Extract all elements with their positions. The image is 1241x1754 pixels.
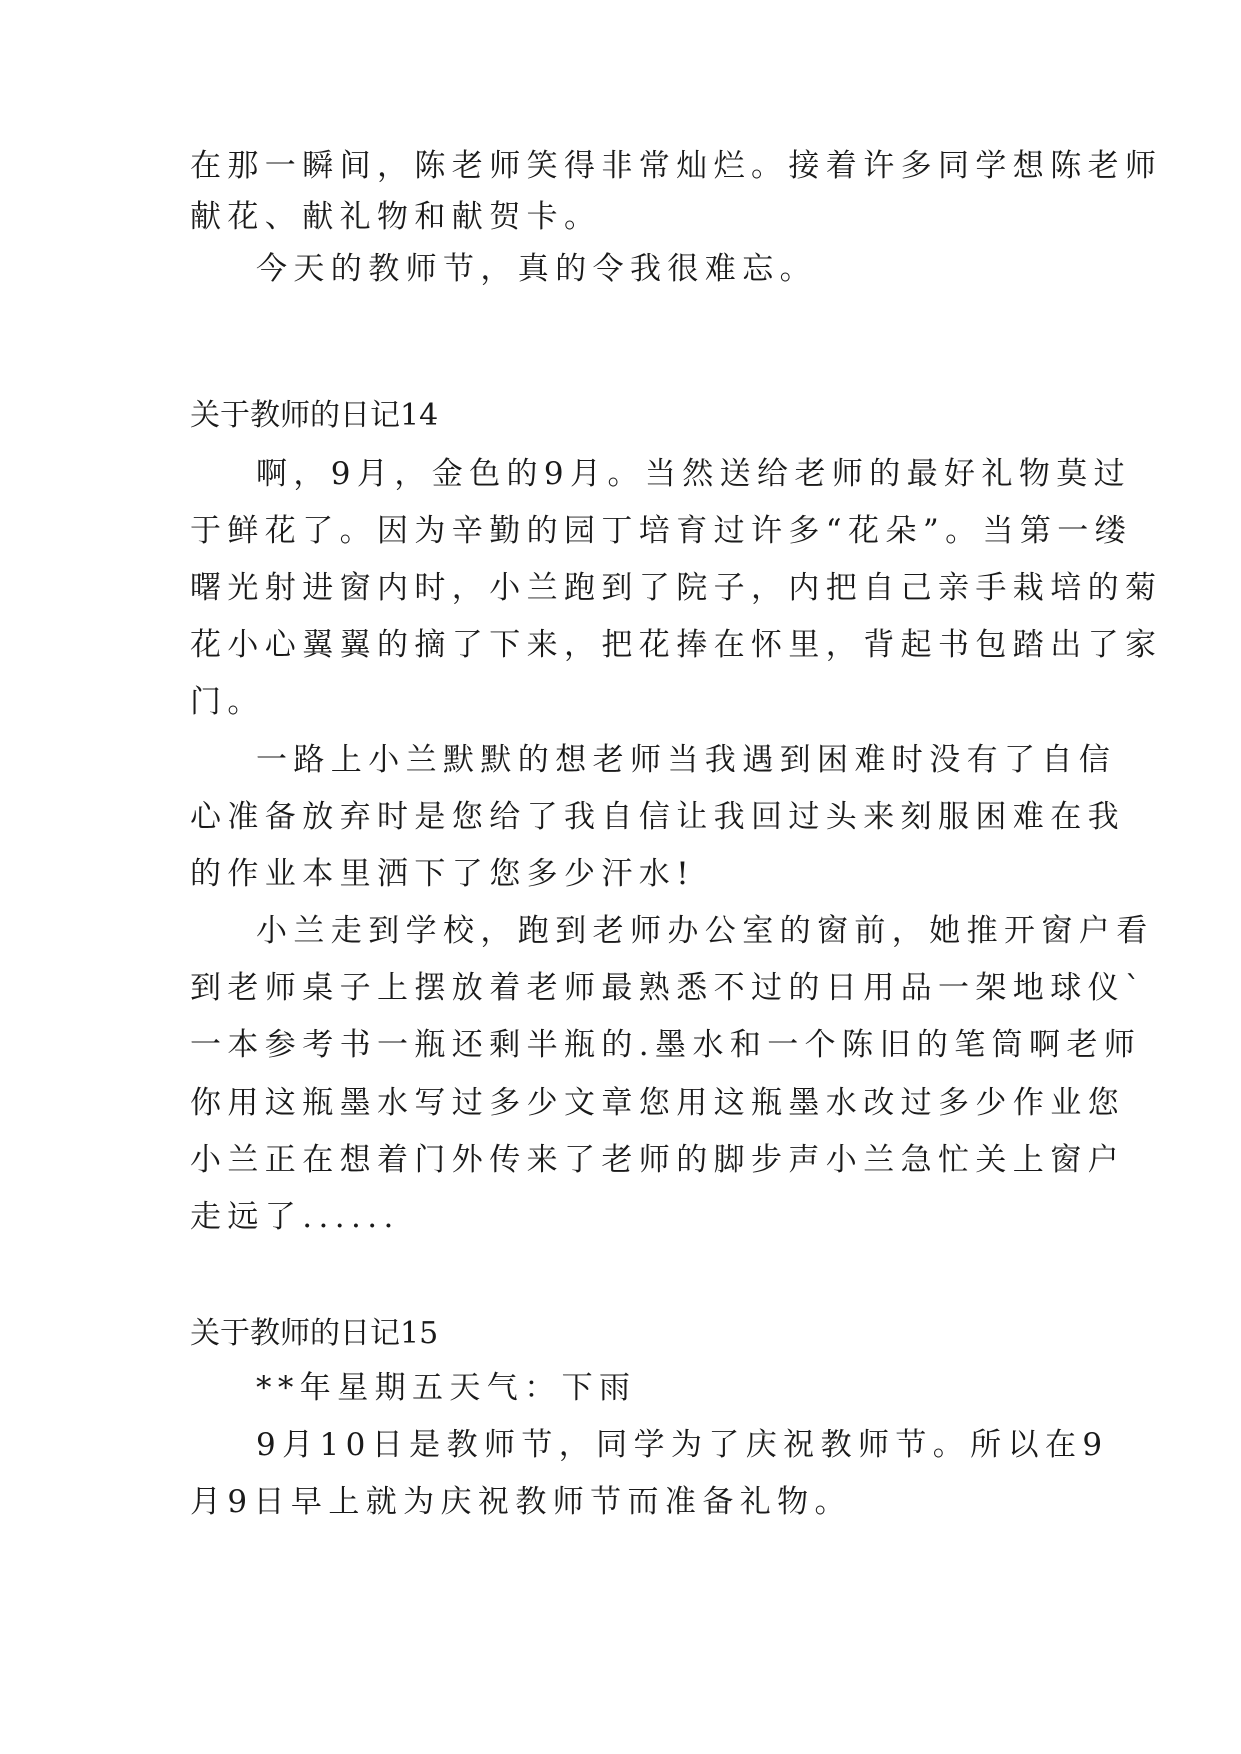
paragraph-line: 的作业本里洒下了您多少汗水!: [190, 856, 696, 892]
diary-date-line: **年星期五天气：下雨: [256, 1370, 637, 1406]
section-heading: 关于教师的日记15: [190, 1316, 439, 1351]
paragraph-line: 一本参考书一瓶还剩半瓶的.墨水和一个陈旧的笔筒啊老师: [190, 1027, 1142, 1063]
paragraph-line: 于鲜花了。因为辛勤的园丁培育过许多“花朵”。当第一缕: [190, 513, 1133, 549]
paragraph-line: 今天的教师节，真的令我很难忘。: [256, 251, 817, 287]
paragraph-line: 到老师桌子上摆放着老师最熟悉不过的日用品一架地球仪`: [190, 970, 1147, 1006]
paragraph-line: 9月10日是教师节，同学为了庆祝教师节。所以在9: [256, 1427, 1109, 1463]
paragraph-line: 月9日早上就为庆祝教师节而准备礼物。: [190, 1484, 852, 1520]
paragraph-line: 门。: [190, 684, 265, 720]
paragraph-line: 你用这瓶墨水写过多少文章您用这瓶墨水改过多少作业您: [190, 1085, 1125, 1121]
paragraph-line: 一路上小兰默默的想老师当我遇到困难时没有了自信: [256, 742, 1117, 778]
paragraph-line: 花小心翼翼的摘了下来，把花捧在怀里，背起书包踏出了家: [190, 627, 1163, 663]
paragraph-line: 曙光射进窗内时，小兰跑到了院子，内把自己亲手栽培的菊: [190, 570, 1163, 606]
paragraph-line: 走远了......: [190, 1199, 400, 1235]
paragraph-line: 小兰走到学校，跑到老师办公室的窗前，她推开窗户看: [256, 913, 1154, 949]
paragraph-line: 小兰正在想着门外传来了老师的脚步声小兰急忙关上窗户: [190, 1142, 1125, 1178]
paragraph-line: 在那一瞬间，陈老师笑得非常灿烂。接着许多同学想陈老师: [190, 148, 1163, 184]
paragraph-line: 心准备放弃时是您给了我自信让我回过头来刻服困难在我: [190, 799, 1125, 835]
paragraph-line: 献花、献礼物和献贺卡。: [190, 199, 602, 235]
paragraph-line: 啊，9月，金色的9月。当然送给老师的最好礼物莫过: [256, 456, 1132, 492]
section-heading: 关于教师的日记14: [190, 398, 439, 433]
